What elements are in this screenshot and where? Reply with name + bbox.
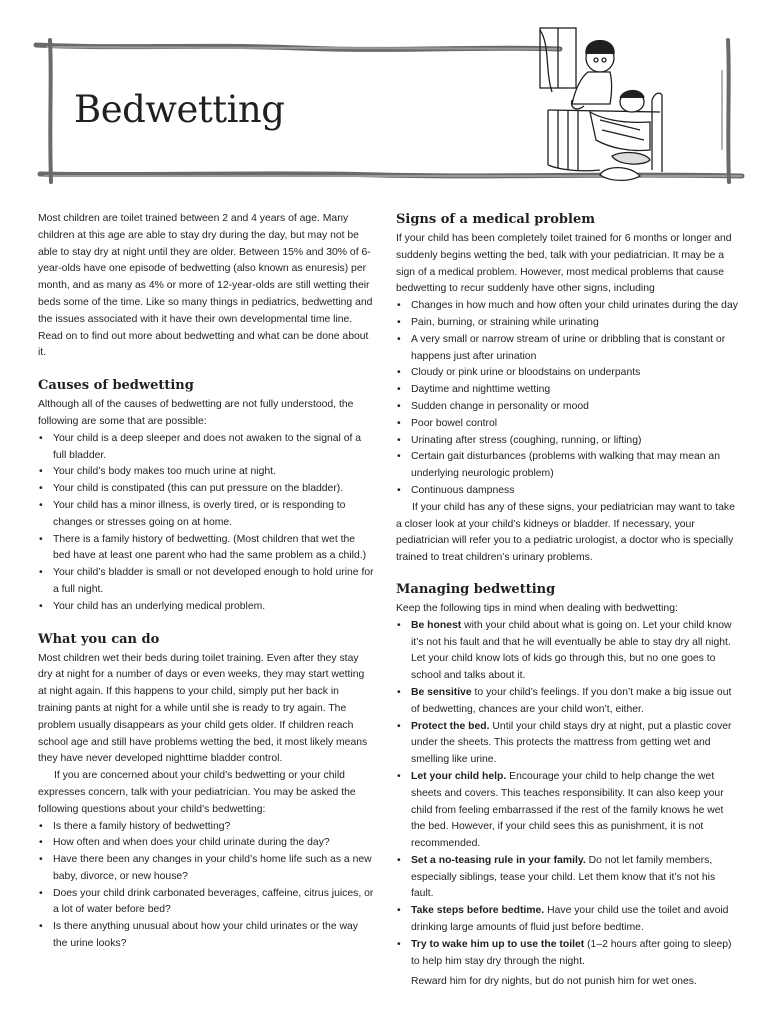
list-item: [396, 719, 738, 769]
list-item: [396, 685, 738, 719]
list-item: • Have there been any changes in your child’s home life such as a new baby, divorce, or new house?: [38, 852, 374, 886]
left-column: [38, 211, 374, 953]
tip-title: Protect the bed.: [411, 720, 490, 732]
what-you-can-do-heading: What you can do: [38, 631, 160, 647]
tip-title: Take steps before bedtime.: [411, 905, 545, 917]
signs-heading: Signs of a medical problem: [396, 212, 595, 227]
list-item: • Your child’s body makes too much urine at night.: [38, 464, 374, 481]
causes-list: [38, 431, 374, 616]
causes-lead: Although all of the causes of bedwetting are not fully understood, the following are some that are possible:: [38, 399, 354, 427]
tip-text: with your child about what is going on. Let your child know it’s not his fault and that he will eventually be able to stay dry all night. Let your child know lots of kids go through this, but no one goes to school and talks about it.: [411, 619, 732, 682]
list-item: [396, 937, 738, 971]
managing-heading: Managing bedwetting: [396, 581, 556, 597]
list-item: • Continuous dampness: [396, 483, 738, 500]
intro-paragraph: Most children are toilet trained between 2 and 4 years of age. Many children at this age are able to stay dry during the day, but may not be able to stay dry at night until they are older. Between 15% and 30% of 6-year-olds have one episode of bedwetting (also known as enuresis) per month, and as many as 4% or more of 12-year-olds are still wetting their beds some of the time. Like so many things in pediatrics, bedwetting and the issues associated with it have their own developmental time line. Read on to find out more about bedwetting and what can be done about it.: [38, 213, 373, 359]
list-item: • Is there anything unusual about how your child urinates or the way the urine looks?: [38, 919, 374, 953]
list-item: • Sudden change in personality or mood: [396, 399, 738, 416]
managing-closing: Reward him for dry nights, but do not punish him for wet ones.: [411, 976, 697, 988]
signs-closing: If your child has any of these signs, your pediatrician may want to take a closer look at your child’s kidneys or bladder. If necessary, your pediatrician will refer you to a pediatric urologist, a doctor who is specially trained to treat children’s urinary problems.: [396, 501, 735, 564]
list-item: • Changes in how much and how often your child urinates during the day: [396, 298, 738, 315]
tip-text: (1–2 hours after going to sleep) to help him stay dry through the night.: [411, 938, 732, 967]
causes-heading: Causes of bedwetting: [38, 378, 194, 394]
bed-illustration: [540, 28, 662, 180]
list-item: • Urinating after stress (coughing, running, or lifting): [396, 433, 738, 450]
list-item: • Your child is a deep sleeper and does not awaken to the signal of a full bladder.: [38, 431, 374, 465]
tip-title: Be sensitive: [411, 686, 472, 698]
list-item: [396, 769, 738, 853]
list-item: • There is a family history of bedwetting. (Most children that wet the bed have at least one parent who had the same problem as a child.): [38, 532, 374, 566]
list-item: • Daytime and nighttime wetting: [396, 382, 738, 399]
list-item: • Pain, burning, or straining while urinating: [396, 315, 738, 332]
what-you-can-do-paragraph-1: Most children wet their beds during toilet training. Even after they stay dry at night for a number of days or even weeks, they may start wetting at night again. If this happens to your child, simply put her back in training pants at night for a while until she is ready to try again. The problem usually disappears as your child gets older. If children reach school age and still have problems wetting the bed, it most likely means they have never developed nighttime bladder control.: [38, 652, 368, 765]
tip-text: Until your child stays dry at night, put a plastic cover under the sheets. This protects the mattress from getting wet and smelling like urine.: [411, 720, 732, 766]
tip-text: Have your child use the toilet and avoid drinking large amounts of fluid just before bedtime.: [411, 905, 729, 934]
questions-list: [38, 819, 374, 953]
list-item: • Does your child drink carbonated beverages, caffeine, citrus juices, or a lot of water before bed?: [38, 886, 374, 920]
tip-title: Set a no-teasing rule in your family.: [411, 854, 586, 866]
list-item: [396, 618, 738, 685]
list-item: • Your child has an underlying medical problem.: [38, 599, 374, 616]
list-item: • Poor bowel control: [396, 416, 738, 433]
tip-title: Try to wake him up to use the toilet: [411, 938, 585, 950]
signs-lead: If your child has been completely toilet trained for 6 months or longer and suddenly begins wetting the bed, talk with your pediatrician. It may be a sign of a medical problem. However, most medical problems that cause bedwetting to recur suddenly have other signs, including: [396, 233, 732, 295]
list-item: • Is there a family history of bedwetting?: [38, 819, 374, 836]
tip-text: Encourage your child to help change the wet sheets and covers. This teaches responsibility. It can also keep your child from feeling embarrassed if the rest of the family knows he wet the bed. However, if your child sees this as punishment, it is not recommended.: [411, 770, 724, 850]
list-item: • How often and when does your child urinate during the day?: [38, 835, 374, 852]
title-banner: [0, 0, 768, 200]
list-item: • Your child is constipated (this can put pressure on the bladder).: [38, 481, 374, 498]
signs-list: [396, 298, 738, 500]
list-item: [396, 903, 738, 937]
list-item: • Your child’s bladder is small or not developed enough to hold urine for a full night.: [38, 565, 374, 599]
list-item: • Cloudy or pink urine or bloodstains on underpants: [396, 365, 738, 382]
tip-title: Be honest: [411, 619, 462, 631]
tips-list: [396, 618, 738, 971]
tip-title: Let your child help.: [411, 770, 507, 782]
right-column: [396, 211, 738, 991]
page-title: Bedwetting: [74, 88, 285, 131]
list-item: [396, 853, 738, 903]
what-you-can-do-paragraph-2: If you are concerned about your child’s bedwetting or your child expresses concern, talk with your pediatrician. You may be asked the following questions about your child’s bedwetting:: [38, 770, 356, 815]
tip-text: Do not let family members, especially siblings, tease your child. Let them know that it’s not his fault.: [411, 854, 716, 900]
list-item: • Your child has a minor illness, is overly tired, or is responding to changes or stresses going on at home.: [38, 498, 374, 532]
list-item: • A very small or narrow stream of urine or dribbling that is constant or happens just after urination: [396, 332, 738, 366]
managing-lead: Keep the following tips in mind when dealing with bedwetting:: [396, 602, 678, 614]
tip-text: to your child’s feelings. If you don’t make a big issue out of bedwetting, chances are your child won’t, either.: [411, 686, 732, 715]
list-item: • Certain gait disturbances (problems with walking that may mean an underlying neurologic problem): [396, 449, 738, 483]
